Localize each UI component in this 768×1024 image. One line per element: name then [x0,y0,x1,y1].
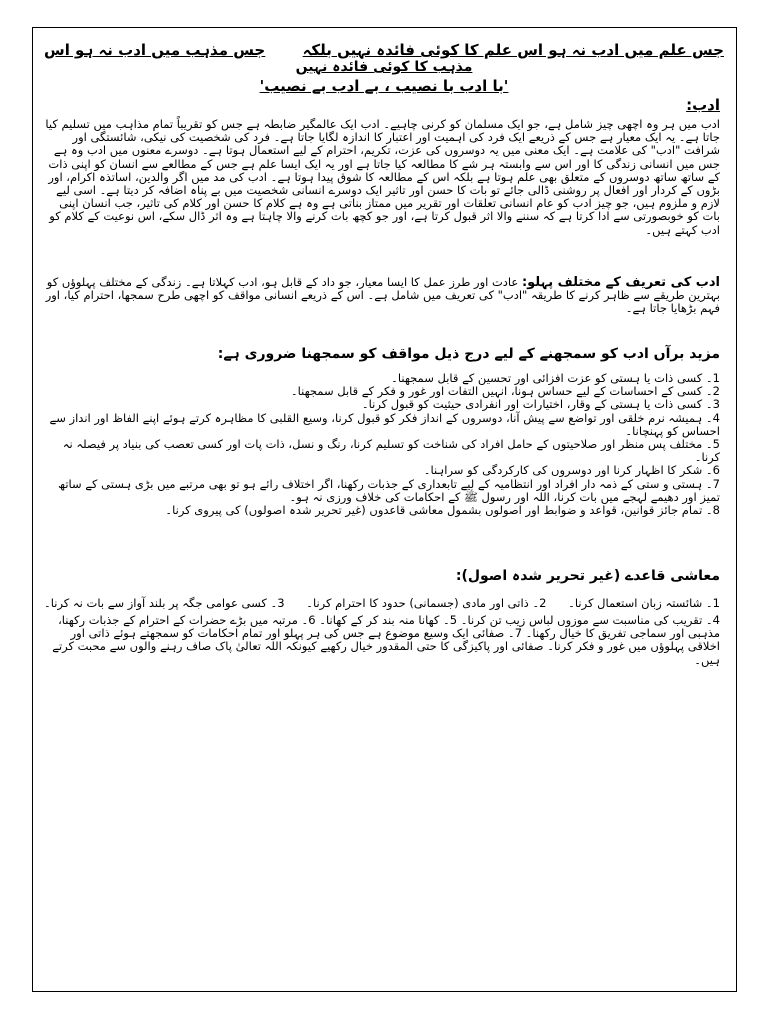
header-line-2: مذہب کا کوئی فائدہ نہیں [295,59,473,75]
list-item: 3۔ کسی ذات یا ہستی کے وقار، اختیارات اور انفرادی حیثیت کو قبول کرنا۔ [361,397,720,412]
header-line-1 [44,40,724,60]
list-item: 8۔ تمام جائز قوانین، قواعد و ضوابط اور اصولوں بشمول معاشی قاعدوں (غیر تحریر شدہ اصولوں) کی پیروی کرنا۔ [165,503,720,518]
list-item: 7۔ ہستی و ستی کے ذمہ دار افراد اور انتظامیہ کے لیے تابعداری کے جذبات رکھنا، اگر اختلاف رائے ہو تو بھی مرتبے میں بڑی ہستی کے ساتھ تمیز اور دھیمے لہجے میں بات کرنا، اللہ اور رسول ﷺ کے احکامات کی خلاف ورزی نہ ہو۔ [58,476,720,504]
section-definition-lead: ادب کی تعریف کے مختلف پہلو: [521,275,720,290]
page-header [44,40,724,96]
list-item: 1۔ کسی ذات یا ہستی کو عزت افزائی اور تحسین کے قابل سمجھنا۔ [391,371,720,385]
section-social-rules-heading: معاشی قاعدے (غیر تحریر شدہ اصول): [455,568,720,584]
social-rules-paragraph: 4۔ تقریب کی مناسبت سے موزوں لباس زیب تن کرنا۔ 5۔ کھانا منہ بند کر کے کھانا۔ 6۔ مرتبہ میں بڑے حضرات کے احترام کے جذبات رکھنا، مذہبی اور سماجی تفریق کا خیال رکھنا۔ 7۔ صفائی ایک وسیع موضوع ہے جس کی ہر پہلو اور تمام احکامات کو سمجھتے ہوئے ذاتی اور اخلاقی پہلوؤں میں غور و فکر کرنا۔ صفائی اور پاکیزگی کا حتی المقدور خیال رکھیے کیونکہ اللہ تعالیٰ پاک صاف رہنے والوں سے محبت کرتے ہیں۔ [52,613,720,667]
header-line-1-left: جس مذہب میں ادب نہ ہو اس [44,41,266,59]
section-adab-paragraph: ادب میں ہر وہ اچھی چیز شامل ہے، جو ایک مسلمان کو کرنی چاہیے۔ ادب ایک عالمگیر ضابطہ ہے جس کو تقریباً تمام مذاہب میں تسلیم کیا جاتا ہے۔ یہ ایک معیار ہے جس کے ذریعے ایک فرد کی اہمیت اور اعتبار کا اندازہ لگایا جاتا ہے۔ فرد کی شخصیت کی نیکی، شائستگی اور شرافت "ادب" کی علامت ہے۔ ایک معنی میں یہ دوسروں کی عزت، تکریم، احترام کے لیے استعمال ہوتا ہے۔ دوسرے معنوں میں ادب وہ ہے جس میں انسانی زندگی کا اور اس سے وابستہ ہر شے کا مطالعہ کیا جاتا ہے اور یہ ایک ایسا علم ہے جس کے مطالعے سے انسان کو اپنی ذات کے ساتھ ساتھ دوسروں کے متعلق بھی علم ہوتا ہے بلکہ اس کے مطالعہ کا شوق پیدا ہوتا ہے۔ ادب کی مد میں اگر والدین، اساتذہ اکرام، اور بڑوں کے کردار اور افعال پر روشنی ڈالی جائے تو بات کا حسن اور تاثیر ایک دوسرے انسانی شخصیت میں بے پناہ اضافہ کر دیتا ہے۔ اسی لیے لازم و ملزوم ہیں، جو چیز ادب کو عام انسانی تعلقات اور تقریر میں ممتاز بناتی ہے وہ ہے کلام کا حسن اور کلام کی تاثیر، جب انسان اپنی بات کو خوبصورتی سے ادا کرتا ہے کہ سننے والا اثر قبول کرتا ہے، اور جو کچھ بات کرنے والا چاہتا ہے وہ اثر ڈال سکے، اس نوعیت کے کلام کو ادب کہتے ہیں۔ [45,117,720,237]
list-item: 4۔ ہمیشہ نرم خلقی اور تواضع سے پیش آنا، دوسروں کے انداز فکر کو قبول کرنا، وسیع القلبی کا مظاہرہ کرتے ہوئے اپنے الفاظ اور انداز سے احساس کو پہنچانا۔ [49,410,720,438]
list-item: 5۔ مختلف پس منظر اور صلاحیتوں کے حامل افراد کی شناخت کو تسلیم کرنا، رنگ و نسل، ذات پات اور کسی تعصب کی بنیاد پر فیصلہ نہ کرنا۔ [62,437,720,465]
header-line-3: 'با ادب با نصیب ، بے ادب بے نصیب' [259,77,509,95]
list-item: 2۔ کسی کے احساسات کے لیے حساس ہونا، انہیں التفات اور غور و فکر کے قابل سمجھنا۔ [290,384,720,399]
section-adab-heading: ادب: [686,96,720,114]
social-rule-3: 3۔ کسی عوامی جگہ پر بلند آواز سے بات نہ کرنا۔ [44,596,285,610]
section-contexts-heading: مزید برآں ادب کو سمجھنے کے لیے درج ذیل مواقف کو سمجھنا ضروری ہے: [217,346,720,362]
section-definition-paragraph [44,276,720,316]
contexts-list [44,372,720,517]
section-definition-body: عادت اور طرز عمل کا ایسا معیار، جو داد کے قابل ہو، ادب کہلاتا ہے۔ زندگی کے مختلف پہلوؤں کو بہترین طریقے سے ظاہر کرنے کا طریقہ "ادب" کی تعریف میں شامل ہے۔ اس کے ذریعے انسانی مواقف کو اچھی طرح سمجھا، احترام کیا، اور فہم بڑھایا جاتا ہے۔ [45,275,720,316]
header-line-1-right: جس علم میں ادب نہ ہو اس علم کا کوئی فائدہ نہیں بلکہ [302,41,724,59]
social-rule-1: 1۔ شائستہ زبان استعمال کرنا۔ [568,596,720,610]
social-rules-row [44,596,720,610]
social-rule-2: 2۔ ذاتی اور مادی (جسمانی) حدود کا احترام کرنا۔ [306,596,547,610]
list-item: 6۔ شکر کا اظہار کرنا اور دوسروں کی کارکردگی کو سراہنا۔ [423,463,720,478]
